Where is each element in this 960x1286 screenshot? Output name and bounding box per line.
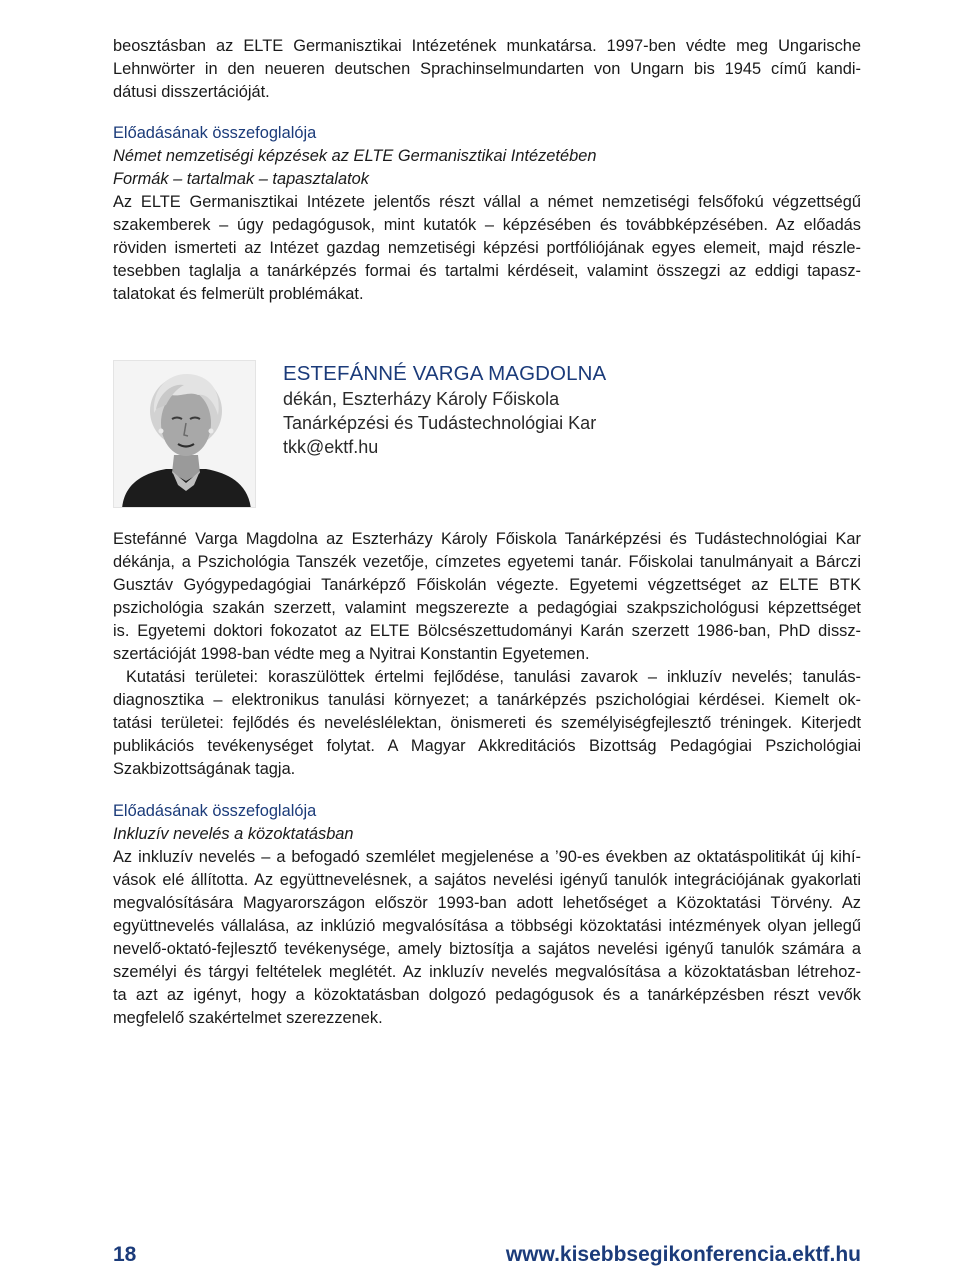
text-line: publikációs tevékenységet folytat. A Magyar Akkreditációs Bizottság Pedagógiai Pszichológiai: [113, 737, 861, 755]
text-line: Kutatási területei: koraszülöttek értelmi fejlődése, tanulási zavarok – inkluzív nevelés; tanulás-: [126, 668, 861, 686]
speaker-position: dékán, Eszterházy Károly Főiskola: [283, 389, 560, 409]
portrait-image: [114, 361, 256, 508]
document-page: [113, 0, 861, 1286]
text-line: tesebben taglalja a tanárképzés formai és tartalmi kérdéseit, valamint összegzi az eddigi tapasz-: [113, 262, 861, 280]
text-line: Gusztáv Gyógypedagógiai Tanárképző Főiskolán végezte. Egyetemi végzettséget az ELTE BTK: [113, 576, 861, 594]
speaker-info: [283, 361, 606, 459]
abstract-title: Német nemzetiségi képzések az ELTE Germanisztikai Intézetében: [113, 147, 597, 165]
abstract-section-1: [113, 122, 861, 306]
text-line: dékánja, a Pszichológia Tanszék vezetője, címzetes egyetemi tanár. Főiskolai tanulmányait a Bárczi: [113, 553, 861, 571]
text-line: személyi és tárgyi feltételek meglétét. Az inkluzív nevelés megvalósítása a közoktatásban létrehoz-: [113, 963, 861, 981]
page-number: 18: [113, 1243, 137, 1266]
abstract-title: Inkluzív nevelés a közoktatásban: [113, 825, 354, 843]
text-line: Az ELTE Germanisztikai Intézete jelentős részt vállal a német nemzetiségi felsőfokú végzettségű: [113, 193, 861, 211]
speaker-name: ESTEFÁNNÉ VARGA MAGDOLNA: [283, 362, 607, 385]
speaker-photo: [113, 360, 256, 508]
text-line: szakemberek – úgy pedagógusok, mint kutatók – képzésében és továbbképzésében. Az előadás: [113, 216, 861, 234]
text-line: Szakbizottságának tagja.: [113, 760, 296, 778]
text-line: tatási területei: fejlődés és neveléslélektan, önismereti és személyiségfejlesztő tréningek. Kiterjedt: [113, 714, 861, 732]
text-line: diagnosztika – elektronikus tanulási környezet; a tanárképzés pszichológiai kérdései. Kiemelt ok-: [113, 691, 861, 709]
speaker-faculty: Tanárképzési és Tudástechnológiai Kar: [283, 413, 597, 433]
text-line: nevelő-oktató-fejlesztő tevékenysége, amely biztosítja a sajátos nevelési igényű tanulók számára a: [113, 940, 861, 958]
speaker-biography: [113, 528, 861, 781]
text-line: beosztásban az ELTE Germanisztikai Intézetének munkatársa. 1997-ben védte meg Ungarische: [113, 37, 861, 55]
speaker-email: tkk@ektf.hu: [283, 437, 379, 457]
abstract-subtitle: Formák – tartalmak – tapasztalatok: [113, 170, 369, 188]
abstract-heading: Előadásának összefoglalója: [113, 802, 317, 820]
text-line: Az inkluzív nevelés – a befogadó szemlélet megjelenése a ’90-es években az oktatáspolitikát új kihí-: [113, 848, 861, 866]
text-line: ta azt az igényt, hogy a közoktatásban dolgozó pedagógusok és a tanárképzésben részt vevők: [113, 986, 861, 1004]
text-line: is. Egyetemi doktori fokozatot az ELTE Bölcsészettudományi Karán szerzett 1986-ban, PhD dissz-: [113, 622, 861, 640]
page-footer: [113, 1243, 861, 1273]
text-line: együttnevelés vállalása, az inklúzió megvalósítása a többségi közoktatási intézmények olyan jellegű: [113, 917, 861, 935]
abstract-section-2: [113, 800, 861, 1030]
abstract-heading: Előadásának összefoglalója: [113, 124, 317, 142]
text-line: Estefánné Varga Magdolna az Eszterházy Károly Főiskola Tanárképzési és Tudástechnológiai Kar: [113, 530, 861, 548]
text-line: vások elé állította. Az együttnevelésnek, a sajátos nevelési igényű tanulók integrációjának gyakorlati: [113, 871, 861, 889]
text-line: megfelelő szakértelmet szerezzenek.: [113, 1009, 383, 1027]
text-line: talatokat és felmerült problémákat.: [113, 285, 364, 303]
text-line: Lehnwörter in den neueren deutschen Sprachinselmundarten von Ungarn bis 1945 című kandi-: [113, 60, 861, 78]
website-link[interactable]: www.kisebbsegikonferencia.ektf.hu: [505, 1243, 861, 1266]
text-line: dátusi disszertációját.: [113, 83, 270, 101]
text-line: röviden ismerteti az Intézet gazdag nemzetiségi képzési portfóliójának egyes elemeit, majd részle-: [113, 239, 861, 257]
speaker-profile: [113, 360, 861, 508]
intro-paragraph: [113, 35, 861, 104]
text-line: szertációját 1998-ban védte meg a Nyitrai Konstantin Egyetemen.: [113, 645, 590, 663]
text-line: megvalósítására Magyarországon először 1993-ban adott lehetőséget a Közoktatási Törvény. Az: [113, 894, 861, 912]
text-line: pszichológia szakán szerzett, valamint megszerezte a pedagógiai szakpszichológusi képzettséget: [113, 599, 861, 617]
